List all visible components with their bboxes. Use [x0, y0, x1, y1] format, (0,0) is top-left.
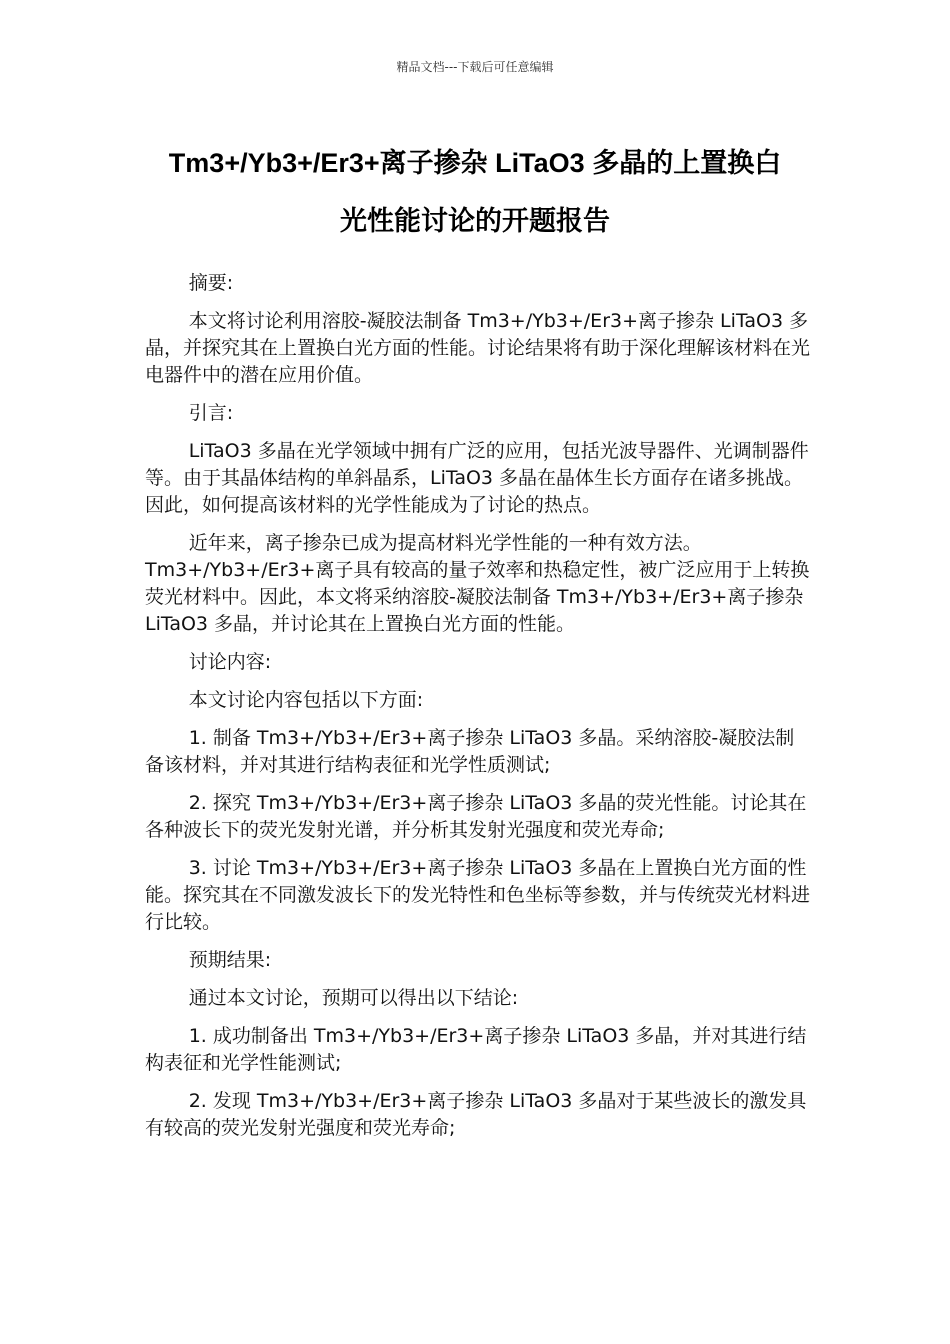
document-title	[110, 134, 840, 250]
content-intro: 本文讨论内容包括以下方面:	[188, 689, 424, 711]
intro-heading: 引言:	[188, 402, 234, 424]
intro-paragraph-1: LiTaO3 多晶在光学领域中拥有广泛的应用，包括光波导器件、光调制器件等。由于其晶体结构的单斜晶系，LiTaO3 多晶在晶体生长方面存在诸多挑战。因此，如何提高该材料的光学性能成为了讨论的热点。	[145, 440, 809, 516]
content-item-1: 1. 制备 Tm3+/Yb3+/Er3+离子掺杂 LiTaO3 多晶。采纳溶胶-凝胶法制备该材料，并对其进行结构表征和光学性质测试;	[145, 727, 795, 776]
title-line-2: 光性能讨论的开题报告	[340, 206, 610, 236]
results-intro: 通过本文讨论，预期可以得出以下结论:	[188, 987, 519, 1009]
results-heading: 预期结果:	[188, 949, 272, 971]
content-item-3: 3. 讨论 Tm3+/Yb3+/Er3+离子掺杂 LiTaO3 多晶在上置换白光方面的性能。探究其在不同激发波长下的发光特性和色坐标等参数，并与传统荧光材料进行比较。	[145, 857, 811, 933]
results-item-2: 2. 发现 Tm3+/Yb3+/Er3+离子掺杂 LiTaO3 多晶对于某些波长的激发具有较高的荧光发射光强度和荧光寿命;	[145, 1090, 807, 1139]
document-body	[145, 270, 810, 1153]
content-heading: 讨论内容:	[188, 651, 272, 673]
abstract-paragraph: 本文将讨论利用溶胶-凝胶法制备 Tm3+/Yb3+/Er3+离子掺杂 LiTaO3 多晶，并探究其在上置换白光方面的性能。讨论结果将有助于深化理解该材料在光电器件中的潜在应用价值。	[145, 310, 811, 386]
content-item-2: 2. 探究 Tm3+/Yb3+/Er3+离子掺杂 LiTaO3 多晶的荧光性能。讨论其在各种波长下的荧光发射光谱，并分析其发射光强度和荧光寿命;	[145, 792, 807, 841]
intro-paragraph-2: 近年来，离子掺杂已成为提高材料光学性能的一种有效方法。Tm3+/Yb3+/Er3+离子具有较高的量子效率和热稳定性，被广泛应用于上转换荧光材料中。因此，本文将采纳溶胶-凝胶法制备 Tm3+/Yb3+/Er3+离子掺杂 LiTaO3 多晶，并讨论其在上置换白光方面的性能。	[145, 532, 810, 635]
page-header: 精品文档---下载后可任意编辑	[396, 60, 554, 74]
abstract-heading: 摘要:	[188, 272, 234, 294]
results-item-1: 1. 成功制备出 Tm3+/Yb3+/Er3+离子掺杂 LiTaO3 多晶，并对其进行结构表征和光学性能测试;	[145, 1025, 807, 1074]
title-line-1: Tm3+/Yb3+/Er3+离子掺杂 LiTaO3 多晶的上置换白	[168, 148, 782, 178]
